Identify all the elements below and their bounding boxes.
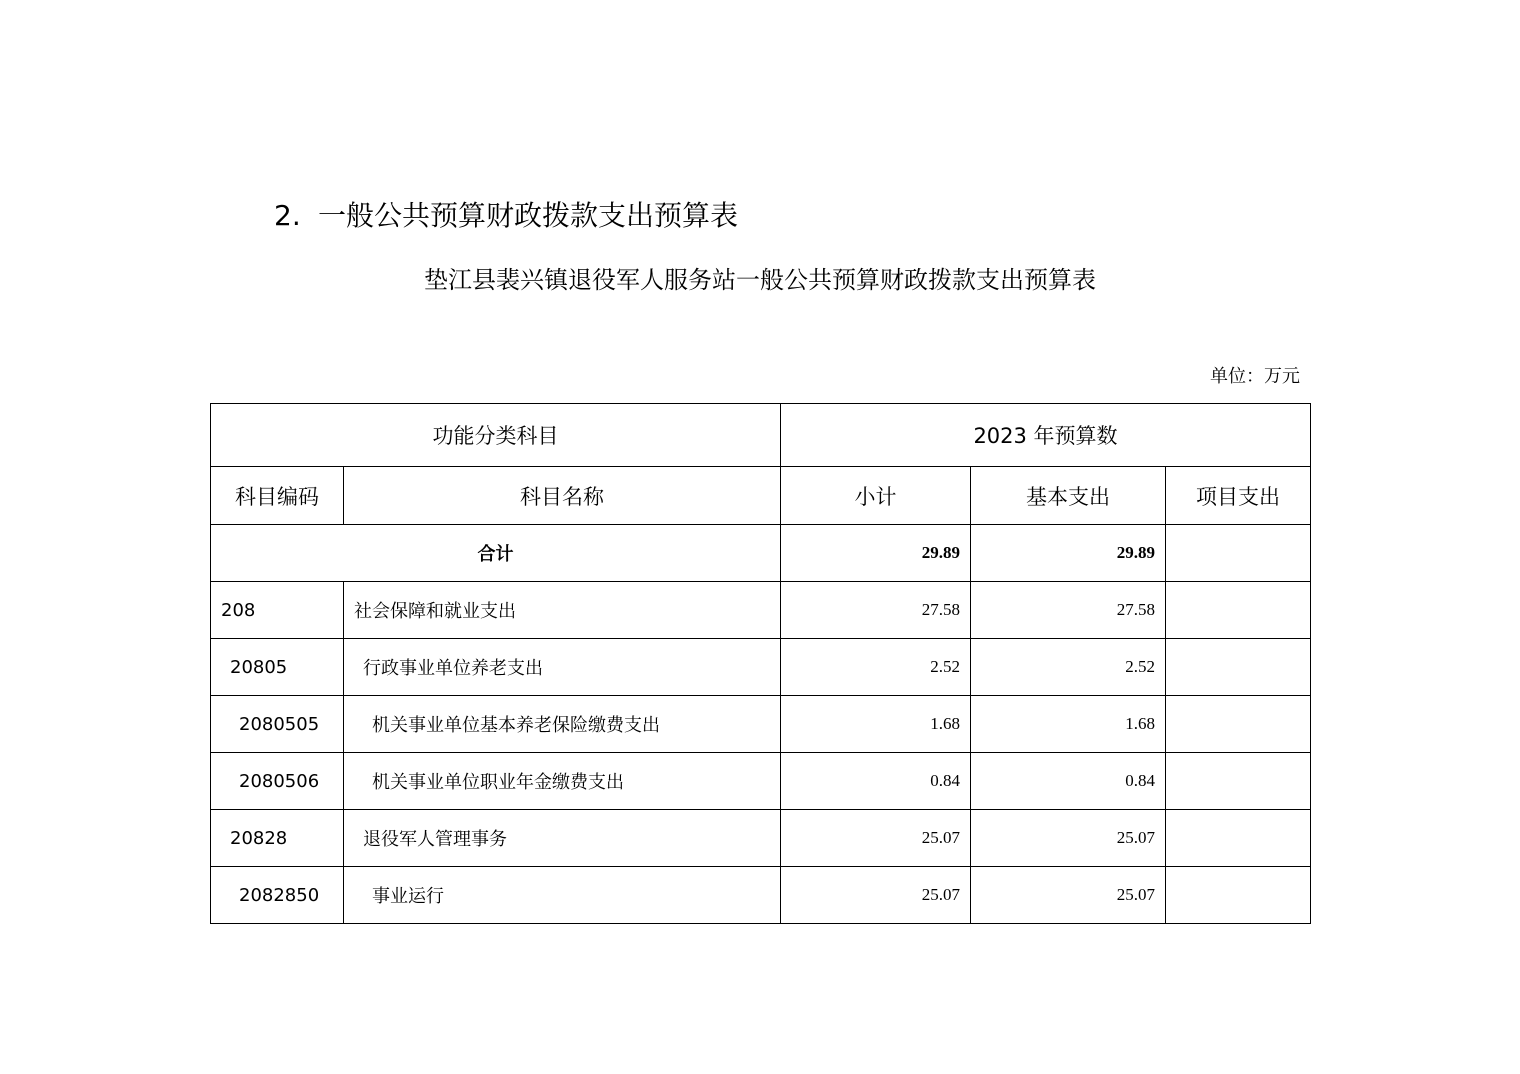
row-subtotal: 0.84 (781, 753, 971, 810)
row-code: 20805 (211, 639, 344, 696)
row-subtotal: 25.07 (781, 810, 971, 867)
total-label: 合计 (211, 525, 781, 582)
total-subtotal: 29.89 (781, 525, 971, 582)
row-basic: 25.07 (971, 810, 1166, 867)
table-row (211, 867, 1311, 924)
row-project (1166, 867, 1311, 924)
table-title: 垫江县裴兴镇退役军人服务站一般公共预算财政拨款支出预算表 (424, 266, 1096, 294)
row-name: 社会保障和就业支出 (344, 582, 781, 639)
row-code: 2080505 (211, 696, 344, 753)
row-name: 行政事业单位养老支出 (344, 639, 781, 696)
row-project (1166, 753, 1311, 810)
row-name: 机关事业单位基本养老保险缴费支出 (344, 696, 781, 753)
column-header-subtotal: 小计 (781, 467, 971, 525)
row-basic: 0.84 (971, 753, 1166, 810)
row-subtotal: 2.52 (781, 639, 971, 696)
row-code: 2082850 (211, 867, 344, 924)
budget-table (210, 403, 1311, 924)
row-name: 退役军人管理事务 (344, 810, 781, 867)
table-row (211, 753, 1311, 810)
total-project (1166, 525, 1311, 582)
table-row (211, 582, 1311, 639)
table-row (211, 810, 1311, 867)
table-row (211, 639, 1311, 696)
total-basic: 29.89 (971, 525, 1166, 582)
section-heading-text: 一般公共预算财政拨款支出预算表 (318, 199, 739, 232)
header-row-group (211, 404, 1311, 467)
unit-label: 单位：万元 (1210, 366, 1300, 387)
row-basic: 2.52 (971, 639, 1166, 696)
section-heading (274, 196, 738, 236)
row-subtotal: 27.58 (781, 582, 971, 639)
column-header-project: 项目支出 (1166, 467, 1311, 525)
row-code: 2080506 (211, 753, 344, 810)
header-functional-classification: 功能分类科目 (211, 404, 781, 467)
row-subtotal: 25.07 (781, 867, 971, 924)
table-row (211, 696, 1311, 753)
column-header-basic: 基本支出 (971, 467, 1166, 525)
column-header-code: 科目编码 (211, 467, 344, 525)
row-project (1166, 582, 1311, 639)
section-number: 2. (274, 199, 301, 232)
header-row-columns (211, 467, 1311, 525)
row-project (1166, 696, 1311, 753)
row-subtotal: 1.68 (781, 696, 971, 753)
column-header-name: 科目名称 (344, 467, 781, 525)
row-project (1166, 810, 1311, 867)
row-name: 事业运行 (344, 867, 781, 924)
row-basic: 27.58 (971, 582, 1166, 639)
row-code: 208 (211, 582, 344, 639)
row-project (1166, 639, 1311, 696)
row-name: 机关事业单位职业年金缴费支出 (344, 753, 781, 810)
total-row (211, 525, 1311, 582)
header-budget-year: 2023 年预算数 (781, 404, 1311, 467)
row-code: 20828 (211, 810, 344, 867)
row-basic: 25.07 (971, 867, 1166, 924)
row-basic: 1.68 (971, 696, 1166, 753)
